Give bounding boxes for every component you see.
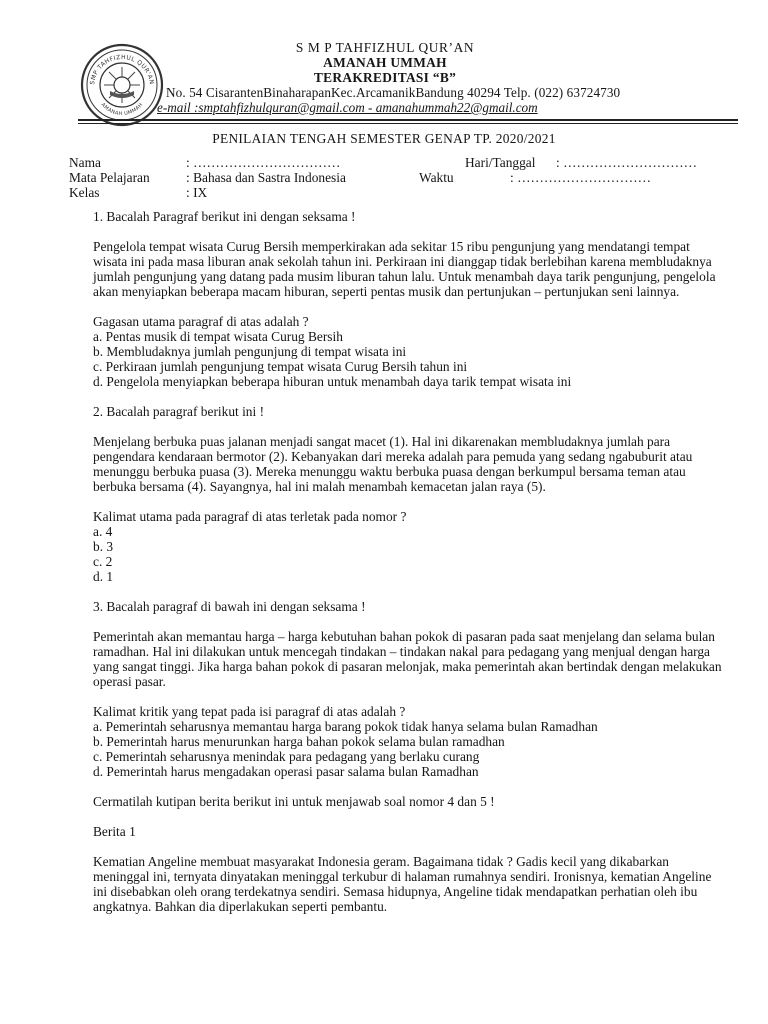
q2-passage: Menjelang berbuka puas jalanan menjadi sangat macet (1). Hal ini dikarenakan membludaknya jumlah para pengendara kendaraan bermotor (2). Kebanyakan dari mereka adalah para pemuda yang sedang ngabuburit atau menunggu berbuka puasa (3). Mereka menunggu waktu berbuka puasa dengan berkumpul bersama teman atau berbuka bersama (4). Sayangnya, hal ini malah menambah kemacetan jalan raya (5). bbox=[93, 434, 693, 494]
mapel-value: : Bahasa dan Sastra Indonesia bbox=[186, 170, 346, 185]
q3-question: Kalimat kritik yang tepat pada isi paragraf di atas adalah ? bbox=[93, 704, 406, 719]
question-content bbox=[93, 209, 723, 914]
hari-value: : ………………………… bbox=[556, 155, 697, 170]
header-divider-thin bbox=[78, 123, 738, 124]
q3-instruction: 3. Bacalah paragraf di bawah ini dengan seksama ! bbox=[93, 599, 366, 614]
q3-option-b: b. Pemerintah harus menurunkan harga bahan pokok selama bulan ramadhan bbox=[93, 734, 505, 749]
nama-value: : …………………………… bbox=[186, 155, 341, 170]
logo-text-top: SMP TAHFIZHUL QUR'AN bbox=[89, 53, 155, 86]
hari-label: Hari/Tanggal bbox=[465, 155, 536, 170]
q1-instruction: 1. Bacalah Paragraf berikut ini dengan seksama ! bbox=[93, 209, 356, 224]
q1-option-b: b. Membludaknya jumlah pengunjung di tempat wisata ini bbox=[93, 344, 407, 359]
mapel-label: Mata Pelajaran bbox=[69, 170, 150, 185]
news-title: Berita 1 bbox=[93, 824, 136, 839]
q2-option-b: b. 3 bbox=[93, 539, 114, 554]
news-passage: Kematian Angeline membuat masyarakat Indonesia geram. Bagaimana tidak ? Gadis kecil yang dikabarkan meninggal ini, ternyata dinyatakan meninggal terkubur di halaman rumahnya sendiri. Ironisnya, kematian Angeline ini disebabkan oleh orang terdekatnya sendiri. Semasa hidupnya, Angeline tidak mendapatkan perhatian oleh ibu angkatnya. Bahkan dia diperlakukan seperti pembantu. bbox=[93, 854, 712, 914]
q3-option-a: a. Pemerintah seharusnya memantau harga barang pokok tidak hanya selama bulan Ramadhan bbox=[93, 719, 598, 734]
nama-label: Nama bbox=[69, 155, 101, 170]
waktu-label: Waktu bbox=[419, 170, 454, 185]
logo-text-bottom: AMANAH UMMAH bbox=[99, 102, 145, 118]
q2-option-d: d. 1 bbox=[93, 569, 114, 584]
q1-passage: Pengelola tempat wisata Curug Bersih memperkirakan ada sekitar 15 ribu pengunjung yang mendatangi tempat wisata ini pada masa liburan anak sekolah tahun ini. Perkiraan ini dianggap tidak berlebihan karena membludaknya jumlah pengunjung yang datang pada musim liburan tahun lalu. Untuk menambah daya tarik pengunjung, pengelola akan menyiapkan beberapa macam hiburan, seperti pentas musik dan pertunjukan – pertunjukan seni lainnya. bbox=[93, 239, 716, 299]
kelas-label: Kelas bbox=[69, 185, 100, 200]
accreditation-line: TERAKREDITASI “B” bbox=[313, 70, 457, 85]
waktu-value: : ………………………… bbox=[510, 170, 651, 185]
q2-question: Kalimat utama pada paragraf di atas terletak pada nomor ? bbox=[93, 509, 407, 524]
q3-option-c: c. Pemerintah seharusnya menindak para pedagang yang berlaku curang bbox=[93, 749, 480, 764]
q1-option-c: c. Perkiraan jumlah pengunjung tempat wisata Curug Bersih tahun ini bbox=[93, 359, 468, 374]
q1-option-d: d. Pengelola menyiapkan beberapa hiburan untuk menambah daya tarik tempat wisata ini bbox=[93, 374, 572, 389]
kelas-value: : IX bbox=[186, 185, 208, 200]
exam-title: PENILAIAN TENGAH SEMESTER GENAP TP. 2020/2021 bbox=[212, 131, 556, 146]
header-divider bbox=[78, 119, 738, 121]
q1-question: Gagasan utama paragraf di atas adalah ? bbox=[93, 314, 309, 329]
school-name-line: S M P TAHFIZHUL QUR’AN bbox=[295, 40, 475, 55]
q2-instruction: 2. Bacalah paragraf berikut ini ! bbox=[93, 404, 265, 419]
q2-option-c: c. 2 bbox=[93, 554, 113, 569]
email-line: e-mail :smptahfizhulquran@gmail.com - amanahummah22@gmail.com bbox=[157, 100, 538, 115]
q3-option-d: d. Pemerintah harus mengadakan operasi pasar salama bulan Ramadhan bbox=[93, 764, 479, 779]
school-name-bold: AMANAH UMMAH bbox=[323, 55, 447, 70]
address-line: No. 54 CisarantenBinaharapanKec.ArcamanikBandung 40294 Telp. (022) 63724730 bbox=[166, 85, 621, 100]
q45-instruction: Cermatilah kutipan berita berikut ini untuk menjawab soal nomor 4 dan 5 ! bbox=[93, 794, 495, 809]
q3-passage: Pemerintah akan memantau harga – harga kebutuhan bahan pokok di pasaran pada saat menjelang dan selama bulan ramadhan. Hal ini dilakukan untuk mencegah tindakan – tindakan nakal para pedagang yang menjual dengan harga yang sangat tinggi. Jika harga bahan pokok di pasaran melonjak, maka pemerintah akan bertindak dengan melakukan operasi pasar. bbox=[93, 629, 722, 689]
q2-option-a: a. 4 bbox=[93, 524, 113, 539]
q1-option-a: a. Pentas musik di tempat wisata Curug Bersih bbox=[93, 329, 343, 344]
